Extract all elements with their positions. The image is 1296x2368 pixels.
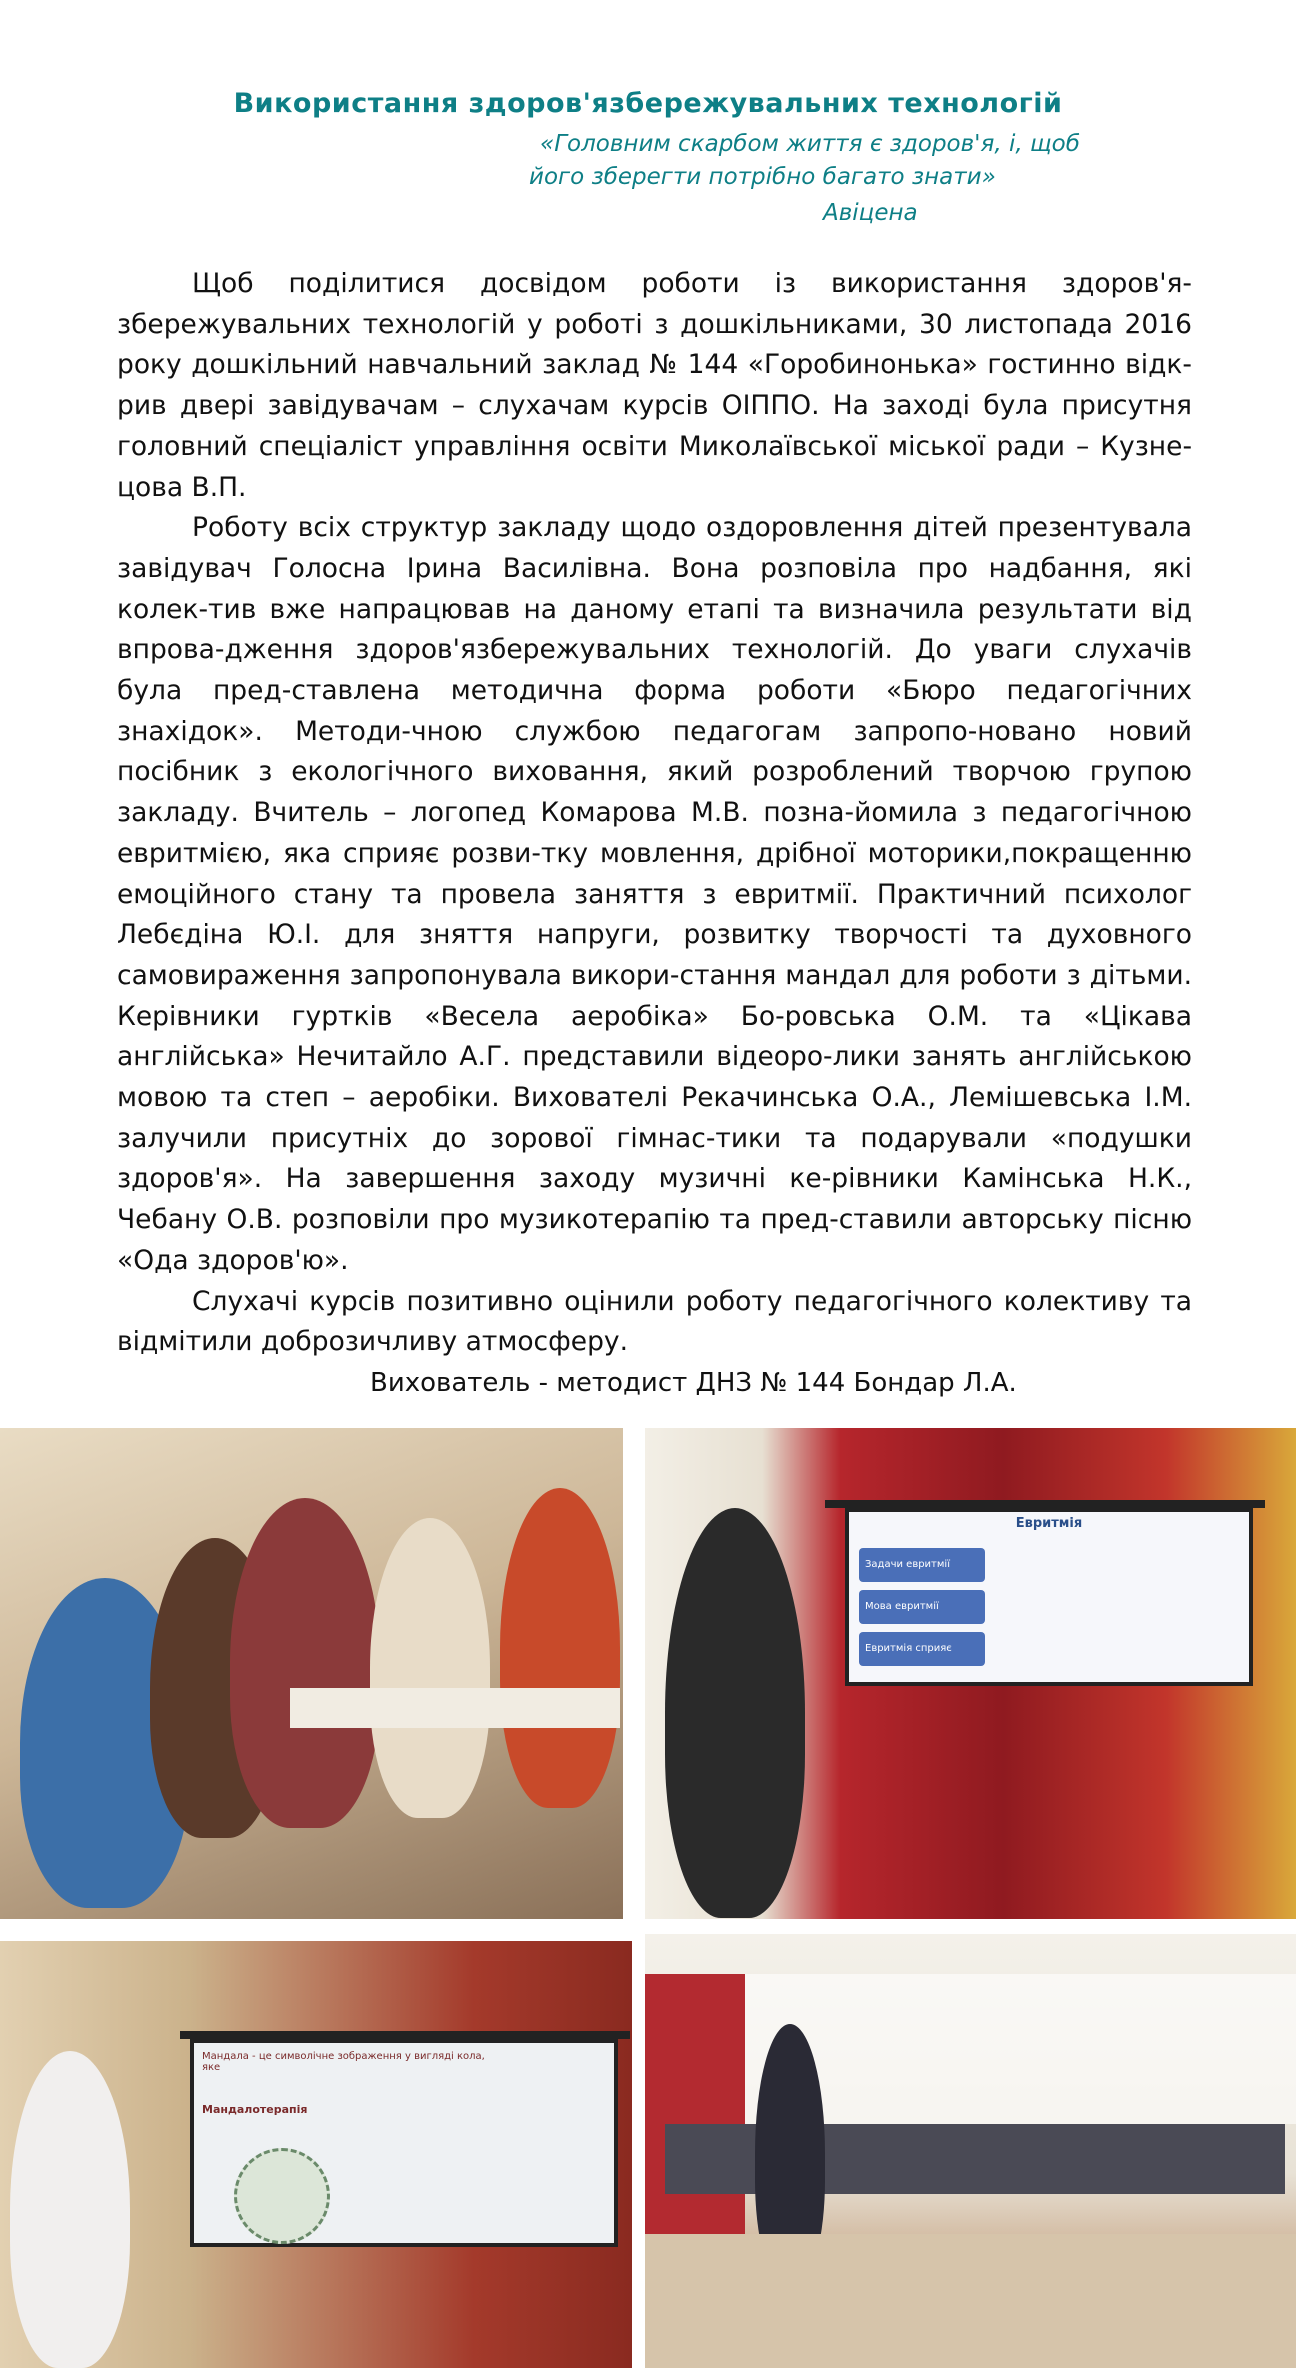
slide-text-line: Мандалотерапія — [202, 2103, 308, 2116]
slide-row: Мова евритмії — [859, 1590, 985, 1624]
presenter-figure — [10, 2051, 130, 2368]
epigraph-line-2: його зберегти потрібно багато знати» — [529, 164, 996, 190]
curtain — [645, 1974, 745, 2234]
photo-hall-participants — [645, 1934, 1296, 2368]
paragraph-1: Щоб поділитися досвідом роботи із використання здоров'я-збережувальних технологій у роботі з дошкільниками, 30 листопада 2016 року дошкільний навчальний заклад № 144 «Горобинонька» гостинно відк-рив двері завідувачам – слухачам курсів ОІППО. На заході була присутня головний спеціаліст управління освіти Миколаївської міської ради – Кузне-цова В.П. — [117, 268, 1192, 503]
page-title: Використання здоров'язбережувальних технологій — [233, 88, 1063, 119]
presenter-figure — [665, 1508, 805, 1918]
person-figure — [230, 1498, 380, 1828]
paragraph-2: Роботу всіх структур закладу щодо оздоровлення дітей презентувала завідувач Голосна Ірина Василівна. Вона розповіла про надбання, які колек-тив вже напрацював на даному етапі та визначила результати від впрова-дження здоров'язбережувальних технологій. До уваги слухачів була пред-ставлена методична форма роботи «Бюро педагогічних знахідок». Методи-чною службою педагогам запропо-новано новий посібник з екологічного виховання, який розроблений творчою групою закладу. Вчитель – логопед Комарова М.В. позна-йомила з педагогічною евритмією, яка сприяє розви-тку мовлення, дрібної моторики,покращенню емоційного стану та провела заняття з евритмії. Практичний психолог Лебєдіна Ю.І. для зняття напруги, розвитку творчості та духовного самовираження запропонувала викори-стання мандал для роботи з дітьми. Керівники гуртків «Весела аеробіка» Бо-ровська О.М. та «Цікава англійська» Нечитайло А.Г. представили відеоро-лики занять англійською мовою та степ – аеробіки. Вихователі Рекачинська О.А., Лемішевська І.М. залучили присутніх до зорової гімнас-тики та подарували «подушки здоров'я». На завершення заходу музичні ке-рівники Камінська Н.К., Чебану О.В. розповіли про музикотерапію та пред-ставили авторську пісню «Ода здоров'ю». — [117, 512, 1192, 1276]
signature: Вихователь - методист ДНЗ № 144 Бондар Л.А. — [370, 1368, 1017, 1398]
epigraph-author: Авіцена — [823, 200, 918, 226]
paragraph-3: Слухачі курсів позитивно оцінили роботу педагогічного колективу та відмітили доброзичливу атмосферу. — [117, 1285, 1192, 1358]
photo-presenter-mandala — [0, 1941, 632, 2368]
photo-audience — [0, 1428, 623, 1919]
table — [290, 1688, 620, 1728]
person-figure — [370, 1518, 490, 1818]
floor-carpet — [645, 2234, 1296, 2368]
epigraph-line-1: «Головним скарбом життя є здоров'я, і, щоб — [540, 131, 1080, 157]
person-figure — [500, 1488, 620, 1808]
screen-top-bar — [180, 2031, 630, 2039]
screen-top-bar — [825, 1500, 1265, 1508]
photo-presenter-eurythmy — [645, 1428, 1296, 1919]
article-body — [117, 264, 1192, 1363]
slide-row: Задачи евритмії — [859, 1548, 985, 1582]
projection-screen — [190, 2039, 618, 2247]
mandala-image — [234, 2148, 330, 2244]
slide-row: Евритмія сприяє — [859, 1632, 985, 1666]
projection-screen — [845, 1508, 1253, 1686]
slide-heading: Евритмія — [1015, 1516, 1083, 1531]
window — [745, 1974, 1296, 2124]
slide-text-line: Мандала - це символічне зображення у вигляді кола, яке — [202, 2051, 485, 2073]
